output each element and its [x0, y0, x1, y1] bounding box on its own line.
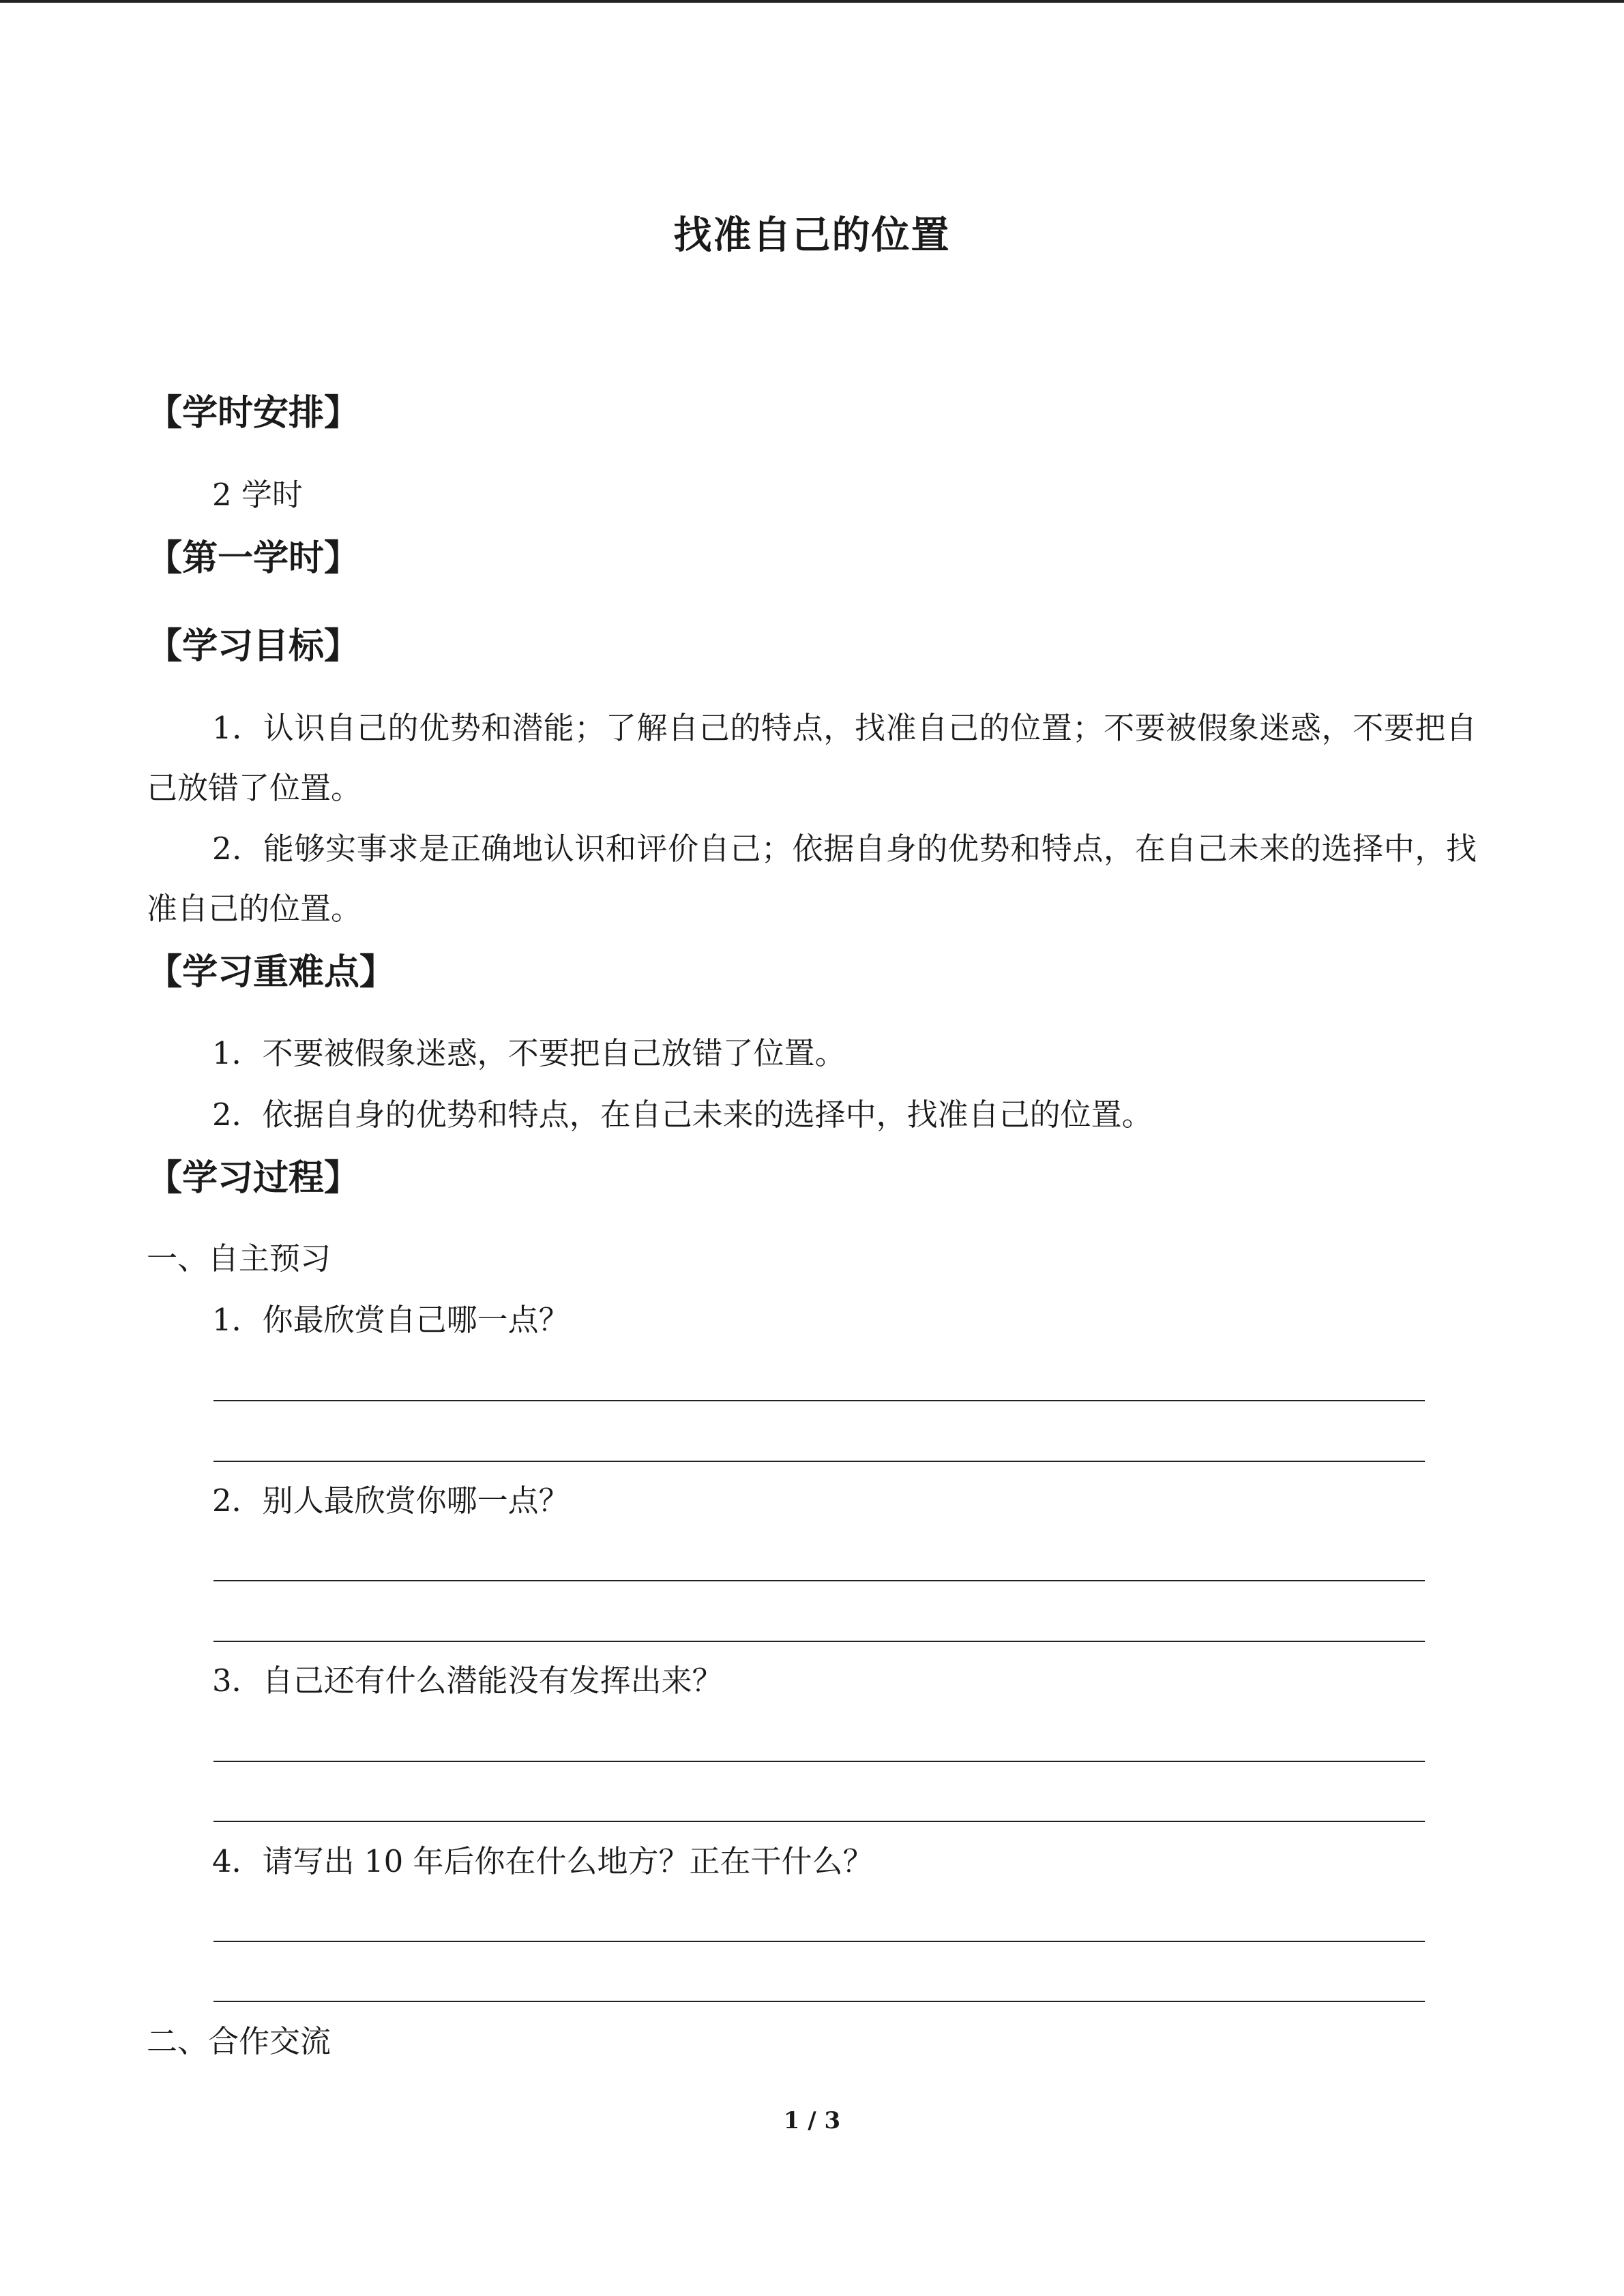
- answer-line[interactable]: [213, 1941, 1425, 1942]
- question-1: 1．你最欣赏自己哪一点？: [212, 1302, 570, 1338]
- part2-label: 二、合作交流: [147, 2023, 331, 2059]
- heading-process: 【学习过程】: [147, 1158, 360, 1199]
- question-2: 2．别人最欣赏你哪一点？: [212, 1482, 570, 1519]
- heading-first-period: 【第一学时】: [147, 538, 360, 579]
- heading-schedule: 【学时安排】: [147, 393, 360, 434]
- answer-line[interactable]: [213, 1580, 1425, 1581]
- objective-item-1: 1．认识自己的优势和潜能；了解自己的特点，找准自己的位置；不要被假象迷惑，不要把自己放错了位置。: [147, 710, 1477, 806]
- part1-label: 一、自主预习: [147, 1240, 331, 1277]
- page-number: 1 / 3: [783, 2107, 841, 2134]
- answer-line[interactable]: [213, 1461, 1425, 1462]
- heading-objectives: 【学习目标】: [147, 626, 360, 667]
- answer-line[interactable]: [213, 2001, 1425, 2002]
- schedule-content: 2 学时: [212, 477, 303, 513]
- objective-item-2: 2．能够实事求是正确地认识和评价自己；依据自身的优势和特点，在自己未来的选择中，找准自己的位置。: [147, 831, 1477, 927]
- heading-key-points: 【学习重难点】: [147, 952, 396, 993]
- document-title: 找准自己的位置: [673, 213, 951, 258]
- question-4: 4．请写出 10 年后你在什么地方？正在干什么？: [212, 1843, 874, 1879]
- question-3: 3．自己还有什么潜能没有发挥出来？: [212, 1663, 723, 1699]
- answer-line[interactable]: [213, 1400, 1425, 1401]
- key-point-item-1: 1．不要被假象迷惑，不要把自己放错了位置。: [212, 1035, 846, 1071]
- answer-line[interactable]: [213, 1761, 1425, 1762]
- answer-line[interactable]: [213, 1641, 1425, 1642]
- key-point-item-2: 2．依据自身的优势和特点，在自己未来的选择中，找准自己的位置。: [212, 1097, 1153, 1133]
- answer-line[interactable]: [213, 1821, 1425, 1822]
